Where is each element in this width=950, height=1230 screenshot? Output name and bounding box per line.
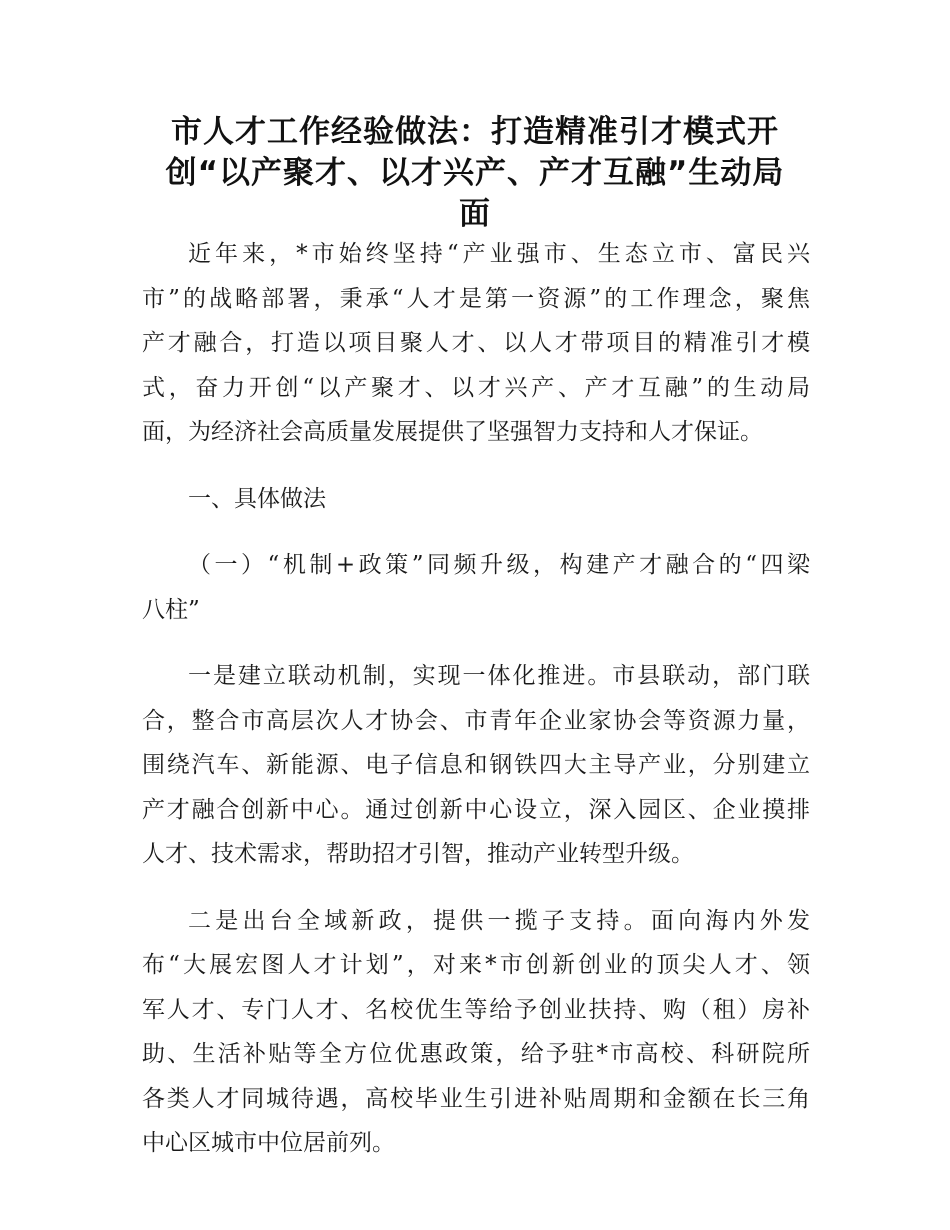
text-line: 近年来，*市始终坚持“产业强市、生态立市、富民兴 <box>188 241 810 267</box>
body-paragraph-1 <box>142 654 810 877</box>
text-line: 围绕汽车、新能源、电子信息和钢铁四大主导产业，分别建立 <box>142 752 810 778</box>
text-line: 市”的战略部署，秉承“人才是第一资源”的工作理念，聚焦 <box>142 285 810 312</box>
text-line: 合，整合市高层次人才协会、市青年企业家协会等资源力量， <box>142 707 810 734</box>
text-line: 中心区城市中位居前列。 <box>142 1130 395 1156</box>
section-heading: 一、具体做法 <box>188 485 326 512</box>
title-line: 市人才工作经验做法：打造精准引才模式开 <box>171 114 779 150</box>
text-line: 八柱” <box>142 596 200 623</box>
text-line: 军人才、专门人才、名校优生等给予创业扶持、购（租）房补 <box>142 996 810 1023</box>
text-line: 面，为经济社会高质量发展提供了坚强智力支持和人才保证。 <box>142 419 763 445</box>
text-line: 一是建立联动机制，实现一体化推进。市县联动，部门联 <box>188 663 810 689</box>
subsection-heading <box>142 543 810 632</box>
intro-paragraph <box>142 232 810 455</box>
text-line: 产才融合创新中心。通过创新中心设立，深入园区、企业摸排 <box>142 796 810 823</box>
text-line: 布“大展宏图人才计划”，对来*市创新创业的顶尖人才、领 <box>142 952 810 978</box>
title-line: 创“以产聚才、以才兴产、产才互融”生动局 <box>165 155 785 191</box>
text-line: 各类人才同城待遇，高校毕业生引进补贴周期和金额在长三角 <box>142 1085 810 1112</box>
text-line: 产才融合，打造以项目聚人才、以人才带项目的精准引才模 <box>142 330 810 356</box>
title-line: 面 <box>459 196 491 232</box>
text-line: 助、生活补贴等全方位优惠政策，给予驻*市高校、科研院所 <box>142 1041 810 1067</box>
text-line: （一）“机制+政策”同频升级，构建产才融合的“四梁 <box>188 552 810 578</box>
text-line: 人才、技术需求，帮助招才引智，推动产业转型升级。 <box>142 841 694 867</box>
text-line: 式，奋力开创“以产聚才、以才兴产、产才互融”的生动局 <box>142 374 810 401</box>
document-body <box>142 232 810 1188</box>
document-title <box>140 112 810 235</box>
body-paragraph-2 <box>142 899 810 1166</box>
text-line: 二是出台全域新政，提供一揽子支持。面向海内外发 <box>188 907 810 934</box>
